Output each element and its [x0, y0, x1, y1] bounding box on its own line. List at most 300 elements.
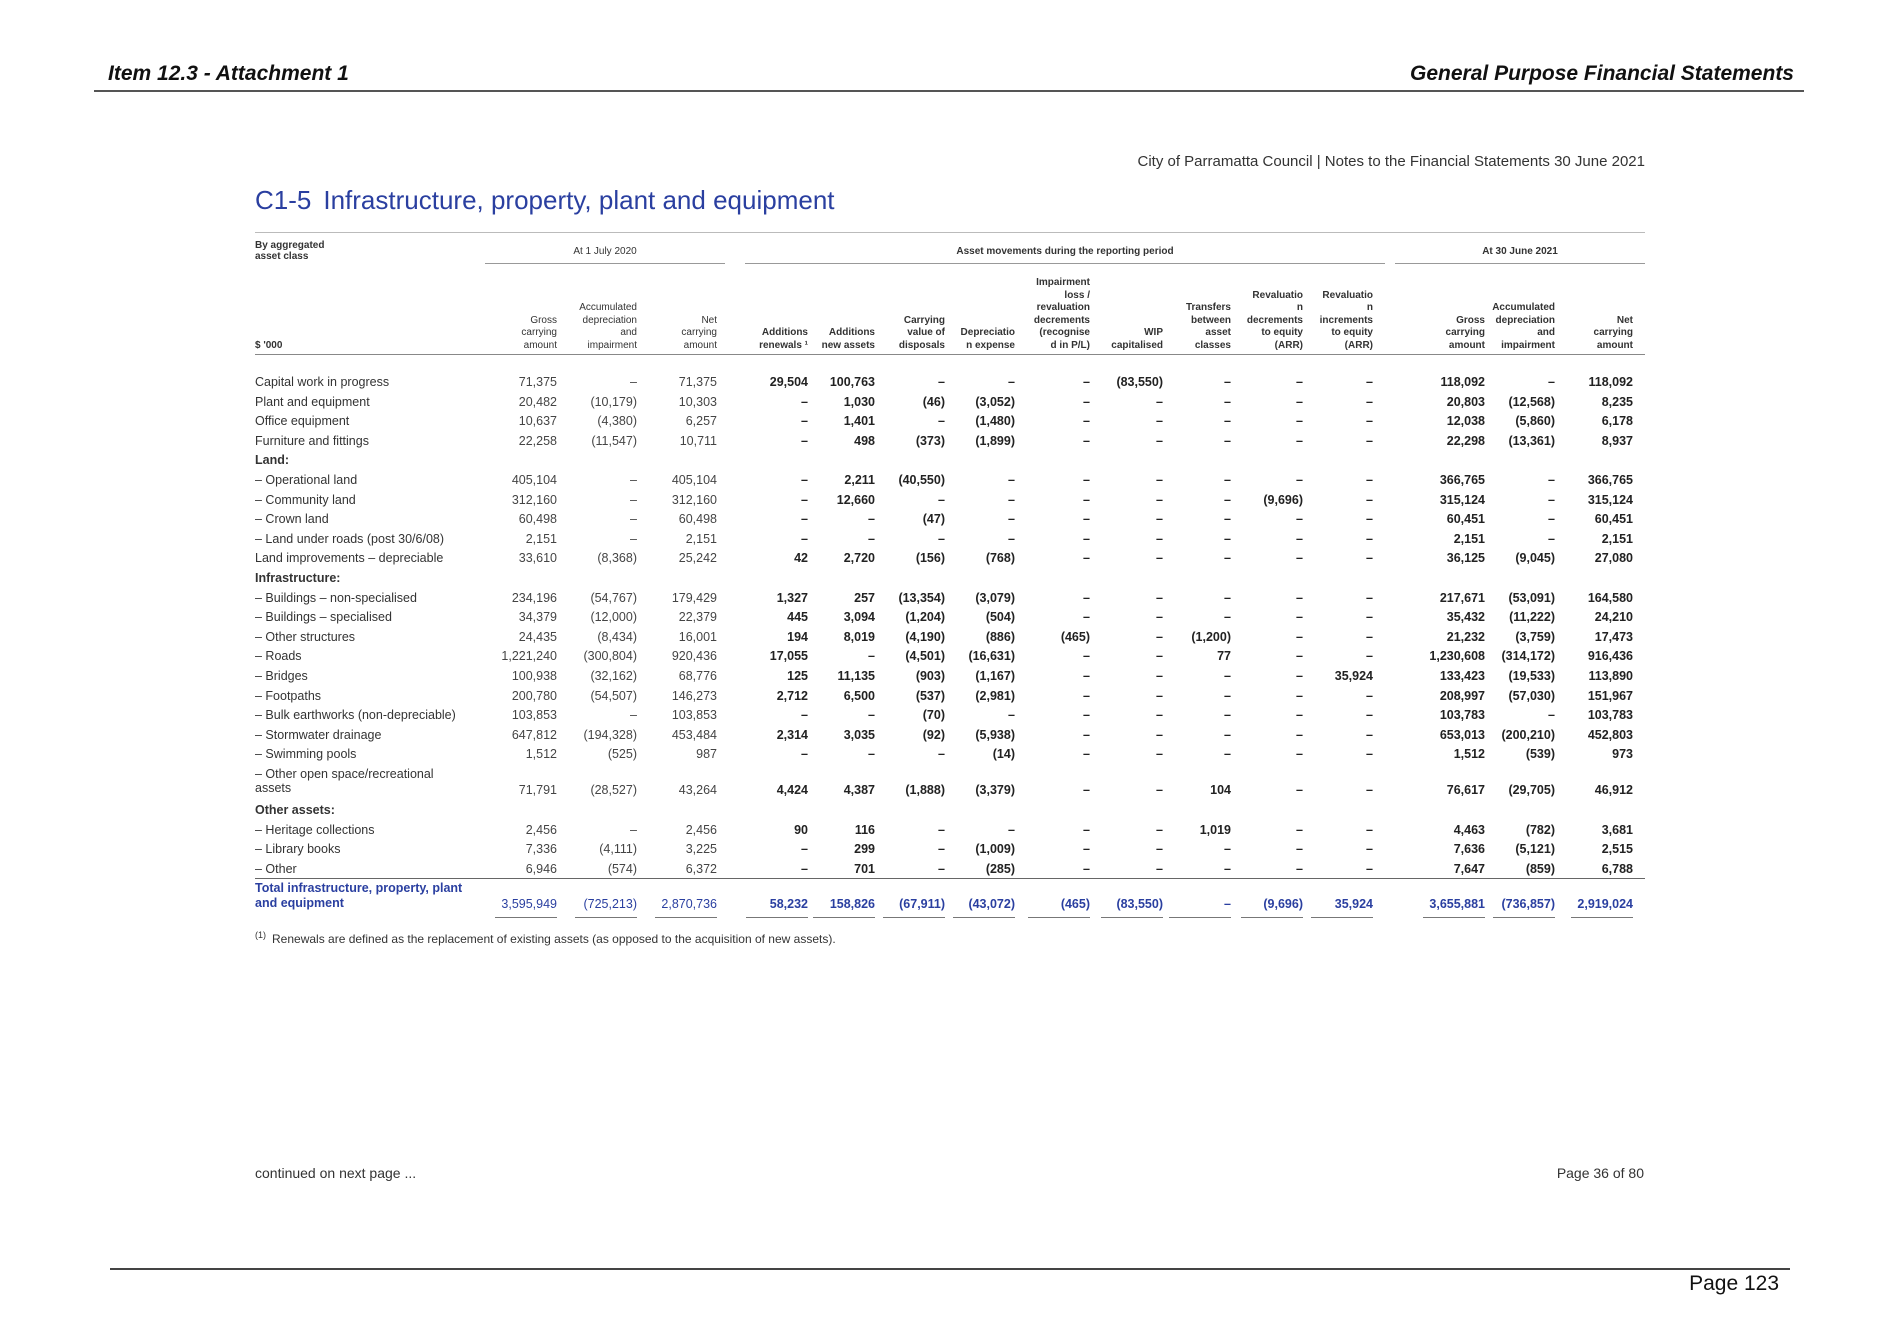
table-cell: 3,225 [685, 842, 717, 857]
table-cell: – [1224, 531, 1231, 546]
table-row [255, 433, 1645, 453]
table-cell: – [1366, 531, 1373, 546]
row-label-line: – Heritage collections [255, 822, 375, 837]
table-cell: – [1296, 727, 1303, 742]
table-cell: 7,336 [525, 842, 557, 857]
table-row [255, 590, 1645, 610]
table-cell: 2,151 [525, 531, 557, 546]
table-cell: – [1548, 473, 1555, 487]
row-label [255, 453, 289, 467]
table-cell: 200,780 [511, 688, 557, 703]
column-header-line: (ARR) [1344, 339, 1373, 351]
table-cell: (70) [922, 708, 945, 723]
table-cell: 498 [854, 433, 875, 448]
table-cell: (4,380) [597, 414, 637, 429]
table-cell: – [1156, 629, 1163, 644]
table-cell: 17,473 [1594, 629, 1633, 644]
column-header-line: impairment [587, 339, 637, 351]
continued-note: continued on next page ... [255, 1165, 417, 1181]
table-cell: 10,303 [678, 394, 717, 409]
row-label-line: – Crown land [255, 512, 329, 527]
table-cell: 987 [696, 747, 717, 762]
table-cell: (67,911) [899, 897, 945, 912]
table-cell: 366,765 [1587, 473, 1633, 487]
column-header [1303, 290, 1373, 353]
column-header-line: new assets [821, 339, 875, 351]
table-cell: – [1296, 629, 1303, 644]
column-header-line: (recognise [1039, 327, 1090, 338]
table-cell: 118,092 [1588, 375, 1633, 389]
table-cell: – [1224, 727, 1231, 742]
table-cell: – [1296, 688, 1303, 703]
column-header-line: Additions [761, 327, 808, 338]
footer-rule [110, 1268, 1790, 1270]
row-label [255, 649, 302, 663]
row-label [255, 689, 321, 703]
table-cell: – [1083, 531, 1090, 546]
table-row [255, 511, 1645, 531]
table-cell: 8,019 [843, 629, 875, 644]
table-cell: (29,705) [1508, 783, 1555, 797]
total-underline [1423, 917, 1485, 918]
table-cell: 76,617 [1446, 783, 1485, 797]
table-cell: (11,547) [591, 433, 637, 448]
table-cell: 2,211 [844, 473, 875, 487]
row-label-line: – Roads [255, 649, 302, 664]
by-aggregated-label [255, 240, 324, 262]
table-cell: – [868, 649, 875, 664]
total-underline [813, 917, 875, 918]
total-underline [1101, 917, 1163, 918]
table-cell: (3,052) [975, 394, 1015, 409]
table-cell: (5,938) [975, 727, 1015, 742]
table-cell: (1,888) [905, 783, 945, 797]
row-label [255, 591, 417, 605]
table-row [255, 746, 1645, 766]
table-cell: – [1156, 590, 1163, 605]
table-cell: (54,507) [590, 688, 637, 703]
table-cell: (5,860) [1515, 414, 1555, 429]
table-cell: 22,379 [678, 610, 717, 625]
table-cell: 315,124 [1439, 492, 1485, 507]
column-header-line: Carrying [903, 314, 945, 326]
table-cell: – [630, 492, 637, 507]
table-cell: – [1156, 842, 1163, 857]
table-cell: (54,767) [590, 590, 637, 605]
table-cell: – [1156, 433, 1163, 448]
table-cell: – [1366, 590, 1373, 605]
table-cell: (13,354) [898, 590, 945, 605]
table-cell: – [938, 375, 945, 389]
table-cell: 452,803 [1587, 727, 1633, 742]
table-cell: – [1548, 531, 1555, 546]
total-underline [655, 917, 717, 918]
table-cell: – [1296, 783, 1303, 797]
table-cell: (300,804) [583, 649, 637, 664]
table-cell: – [801, 433, 808, 448]
table-cell: – [1156, 473, 1163, 487]
table-cell: – [1156, 669, 1163, 683]
table-cell: (19,533) [1508, 669, 1555, 683]
row-label [255, 747, 356, 761]
table-cell: 60,451 [1594, 512, 1633, 527]
table-cell: – [1083, 492, 1090, 507]
row-label-line: assets [255, 781, 292, 795]
table-cell: 1,019 [1199, 822, 1231, 837]
table-cell: – [1224, 414, 1231, 429]
total-underline [883, 917, 945, 918]
table-cell: 1,401 [843, 414, 875, 429]
table-cell: – [1083, 708, 1090, 723]
row-label [255, 823, 375, 837]
total-row [255, 880, 1645, 916]
table-cell: 100,763 [829, 375, 875, 389]
row-label-line: – Community land [255, 492, 356, 507]
column-header [1161, 302, 1231, 352]
column-header-line: d in P/L) [1050, 339, 1090, 351]
column-header-line: carrying [1593, 327, 1633, 338]
table-cell: – [868, 747, 875, 762]
table-cell: – [1008, 822, 1015, 837]
column-header-line: n [1366, 302, 1373, 313]
table-cell: 125 [787, 669, 808, 683]
table-cell: – [1083, 551, 1090, 566]
table-cell: 113,890 [1588, 669, 1633, 683]
table-cell: 6,257 [685, 414, 717, 429]
column-header-line: Transfers [1185, 302, 1231, 313]
table-cell: – [938, 861, 945, 876]
table-cell: 103,853 [671, 708, 717, 723]
row-label [255, 630, 355, 644]
table-cell: – [1548, 512, 1555, 527]
row-label-line: Infrastructure: [255, 571, 341, 585]
table-cell: 2,870,736 [661, 897, 717, 912]
table-cell: – [1366, 551, 1373, 566]
table-cell: – [1156, 512, 1163, 527]
table-cell: 71,791 [518, 783, 557, 797]
table-cell: – [1083, 669, 1090, 683]
table-row [255, 394, 1645, 414]
row-label [255, 493, 356, 507]
table-cell: 6,946 [525, 861, 557, 876]
table-cell: 208,997 [1439, 688, 1485, 703]
table-cell: 25,242 [678, 551, 717, 566]
row-label-line: – Operational land [255, 473, 358, 487]
table-cell: (903) [915, 669, 945, 683]
table-cell: 21,232 [1446, 629, 1485, 644]
row-label-line: – Stormwater drainage [255, 727, 382, 742]
table-cell: – [1008, 492, 1015, 507]
by-label-line: By aggregated [255, 240, 325, 251]
statements-label: General Purpose Financial Statements [1410, 62, 1794, 85]
table-row [255, 492, 1645, 512]
table-cell: 71,375 [518, 375, 557, 389]
table-cell: 1,512 [1453, 747, 1485, 762]
table-cell: – [1366, 747, 1373, 762]
table-cell: (574) [607, 861, 637, 876]
table-cell: – [1224, 897, 1231, 912]
column-header-line: decrements [1246, 314, 1303, 326]
column-header [1553, 315, 1633, 353]
table-cell: (12,000) [590, 610, 637, 625]
table-cell: – [1296, 649, 1303, 664]
table-cell: 1,230,608 [1429, 649, 1485, 664]
table-cell: (57,030) [1508, 688, 1555, 703]
row-label [255, 551, 443, 565]
table-cell: (8,434) [597, 629, 637, 644]
document-subtitle: City of Parramatta Council | Notes to the Financial Statements 30 June 2021 [1137, 153, 1645, 170]
table-cell: (539) [1525, 747, 1555, 762]
table-cell: (9,045) [1515, 551, 1555, 566]
table-cell: (13,361) [1508, 433, 1555, 448]
table-cell: – [1156, 822, 1163, 837]
table-cell: 3,094 [843, 610, 875, 625]
row-label [255, 610, 392, 624]
by-label-line: asset class [255, 251, 309, 262]
table-cell: 77 [1217, 649, 1231, 664]
table-cell: – [801, 531, 808, 546]
table-cell: 8,235 [1601, 394, 1633, 409]
table-cell: (782) [1525, 822, 1555, 837]
table-cell: – [1366, 375, 1373, 389]
group-closing: At 30 June 2021 [1395, 246, 1645, 264]
row-label [255, 669, 308, 683]
column-header-line: n expense [966, 339, 1015, 351]
table-cell: – [1296, 669, 1303, 683]
table-cell: – [1008, 473, 1015, 487]
table-cell: – [1156, 492, 1163, 507]
row-label [255, 512, 329, 526]
table-cell: 647,812 [511, 727, 557, 742]
attachment-label: Item 12.3 - Attachment 1 [108, 62, 349, 85]
column-header [795, 327, 875, 352]
column-header-line: between [1190, 314, 1231, 326]
row-label [255, 767, 434, 795]
table-cell: (156) [915, 551, 945, 566]
table-cell: 43,264 [678, 783, 717, 797]
total-underline [495, 917, 557, 918]
table-cell: – [1083, 414, 1090, 429]
footnote-marker: (1) [255, 930, 266, 940]
table-cell: (2,981) [975, 688, 1015, 703]
table-cell: – [1224, 747, 1231, 762]
table-cell: (3,379) [975, 783, 1015, 797]
table-cell: – [1224, 375, 1231, 389]
table-cell: – [1083, 649, 1090, 664]
table-cell: (465) [1060, 897, 1090, 912]
table-cell: (525) [607, 747, 637, 762]
table-cell: – [1156, 708, 1163, 723]
group-opening: At 1 July 2020 [485, 246, 725, 264]
table-cell: 7,636 [1453, 842, 1485, 857]
total-underline [1571, 917, 1633, 918]
table-cell: (4,111) [599, 842, 637, 857]
table-cell: 2,151 [1601, 531, 1633, 546]
table-cell: 36,125 [1446, 551, 1485, 566]
table-row [255, 668, 1645, 688]
table-cell: – [1083, 433, 1090, 448]
table-cell: (83,550) [1116, 375, 1163, 389]
table-cell: – [1083, 590, 1090, 605]
table-cell: 2,314 [776, 727, 808, 742]
column-header-line: Depreciatio [960, 327, 1015, 338]
table-cell: 158,826 [829, 897, 875, 912]
section-header-row [255, 452, 1645, 472]
table-cell: 405,104 [511, 473, 557, 487]
table-cell: – [1224, 688, 1231, 703]
table-row [255, 629, 1645, 649]
table-cell: – [1083, 512, 1090, 527]
row-label [255, 862, 297, 876]
table-cell: – [801, 394, 808, 409]
column-header-line: to equity [1331, 327, 1373, 338]
table-cell: 35,924 [1334, 897, 1373, 912]
column-header-line: Net [701, 314, 717, 326]
table-cell: – [1296, 747, 1303, 762]
table-cell: 104 [1210, 783, 1231, 797]
section-title: Infrastructure, property, plant and equipment [323, 185, 835, 215]
row-label [255, 434, 369, 448]
table-cell: – [1083, 610, 1090, 625]
column-header-line: Gross [530, 314, 557, 326]
table-row [255, 841, 1645, 861]
table-cell: (194,328) [583, 727, 637, 742]
table-cell: 58,232 [769, 897, 808, 912]
table-cell: 17,055 [769, 649, 808, 664]
column-header-line: and [1537, 327, 1555, 338]
table-cell: – [1156, 747, 1163, 762]
table-row [255, 688, 1645, 708]
table-cell: (1,200) [1191, 629, 1231, 644]
table-cell: – [1008, 708, 1015, 723]
table-cell: (373) [915, 433, 945, 448]
table-cell: 234,196 [511, 590, 557, 605]
table-cell: – [1083, 747, 1090, 762]
table-cell: 194 [787, 629, 808, 644]
table-cell: – [1366, 708, 1373, 723]
table-cell: – [1156, 861, 1163, 876]
table-cell: (32,162) [590, 669, 637, 683]
table-cell: 60,498 [518, 512, 557, 527]
table-cell: – [1296, 861, 1303, 876]
row-label-line: Furniture and fittings [255, 433, 369, 448]
column-header-line: n [1296, 302, 1303, 313]
table-cell: – [630, 822, 637, 837]
table-row [255, 766, 1645, 802]
column-header-line: Gross [1456, 314, 1485, 326]
table-cell: – [938, 492, 945, 507]
table-cell: – [938, 531, 945, 546]
footnote [255, 930, 836, 946]
table-cell: 973 [1612, 747, 1633, 762]
table-cell: – [1366, 414, 1373, 429]
table-cell: – [1156, 649, 1163, 664]
table-cell: (1,204) [905, 610, 945, 625]
table-cell: 22,298 [1446, 433, 1485, 448]
table-cell: 1,327 [776, 590, 808, 605]
page-title [255, 185, 835, 216]
section-header-row [255, 802, 1645, 822]
table-cell: 405,104 [671, 473, 717, 487]
table-cell: – [1366, 492, 1373, 507]
table-cell: – [1224, 473, 1231, 487]
row-label [255, 708, 456, 722]
total-underline [746, 917, 808, 918]
row-label [255, 842, 340, 856]
row-label-line: – Buildings – non-specialised [255, 590, 417, 605]
column-header-line: Additions [828, 327, 875, 338]
row-label-line: – Bulk earthworks (non-depreciable) [255, 708, 456, 723]
table-cell: – [801, 708, 808, 723]
table-cell: – [1296, 414, 1303, 429]
table-cell: – [868, 512, 875, 527]
table-row [255, 413, 1645, 433]
table-cell: – [1224, 861, 1231, 876]
table-cell: – [1156, 783, 1163, 797]
table-cell: 33,610 [518, 551, 557, 566]
column-header-line: to equity [1261, 327, 1303, 338]
table-cell: – [1083, 688, 1090, 703]
unit-label: $ '000 [255, 340, 283, 351]
table-cell: – [1366, 727, 1373, 742]
table-cell: 453,484 [671, 727, 717, 742]
column-header-line: value of [907, 327, 945, 338]
table-cell: (886) [985, 629, 1015, 644]
table-cell: – [1008, 375, 1015, 389]
table-cell: 2,456 [525, 822, 557, 837]
table-cell: – [1366, 649, 1373, 664]
table-cell: (28,527) [590, 783, 637, 797]
table-cell: – [630, 708, 637, 723]
table-cell: – [1548, 375, 1555, 389]
table-cell: – [1366, 783, 1373, 797]
column-header-line: amount [1448, 339, 1485, 351]
table-cell: 71,375 [678, 375, 717, 389]
table-cell: (40,550) [898, 473, 945, 487]
row-label [255, 803, 335, 817]
table-cell: – [1156, 727, 1163, 742]
table-cell: 2,456 [685, 822, 717, 837]
table-cell: 60,451 [1446, 512, 1485, 527]
row-label-line: – Other [255, 861, 297, 876]
table-cell: – [1548, 492, 1555, 507]
table-top-rule [255, 232, 1645, 233]
table-cell: – [801, 473, 808, 487]
table-cell: (4,190) [905, 629, 945, 644]
row-label [255, 395, 370, 409]
table-cell: – [1008, 512, 1015, 527]
row-label [255, 571, 340, 585]
row-label-line: – Bridges [255, 669, 308, 683]
table-cell: – [1296, 433, 1303, 448]
table-cell: 2,151 [685, 531, 717, 546]
column-header-line: amount [523, 339, 557, 351]
table-cell: 60,498 [678, 512, 717, 527]
table-cell: 2,515 [1601, 842, 1633, 857]
table-cell: – [1156, 688, 1163, 703]
table-cell: (1,009) [975, 842, 1015, 857]
table-cell: – [1366, 842, 1373, 857]
table-cell: 4,387 [843, 783, 875, 797]
table-cell: – [938, 822, 945, 837]
table-cell: 164,580 [1587, 590, 1633, 605]
table-cell: – [630, 375, 637, 389]
table-cell: – [1008, 531, 1015, 546]
column-header-line: classes [1194, 339, 1231, 351]
column-header-line: Accumulated [579, 302, 637, 313]
table-cell: (11,222) [1509, 610, 1555, 625]
table-cell: – [630, 512, 637, 527]
